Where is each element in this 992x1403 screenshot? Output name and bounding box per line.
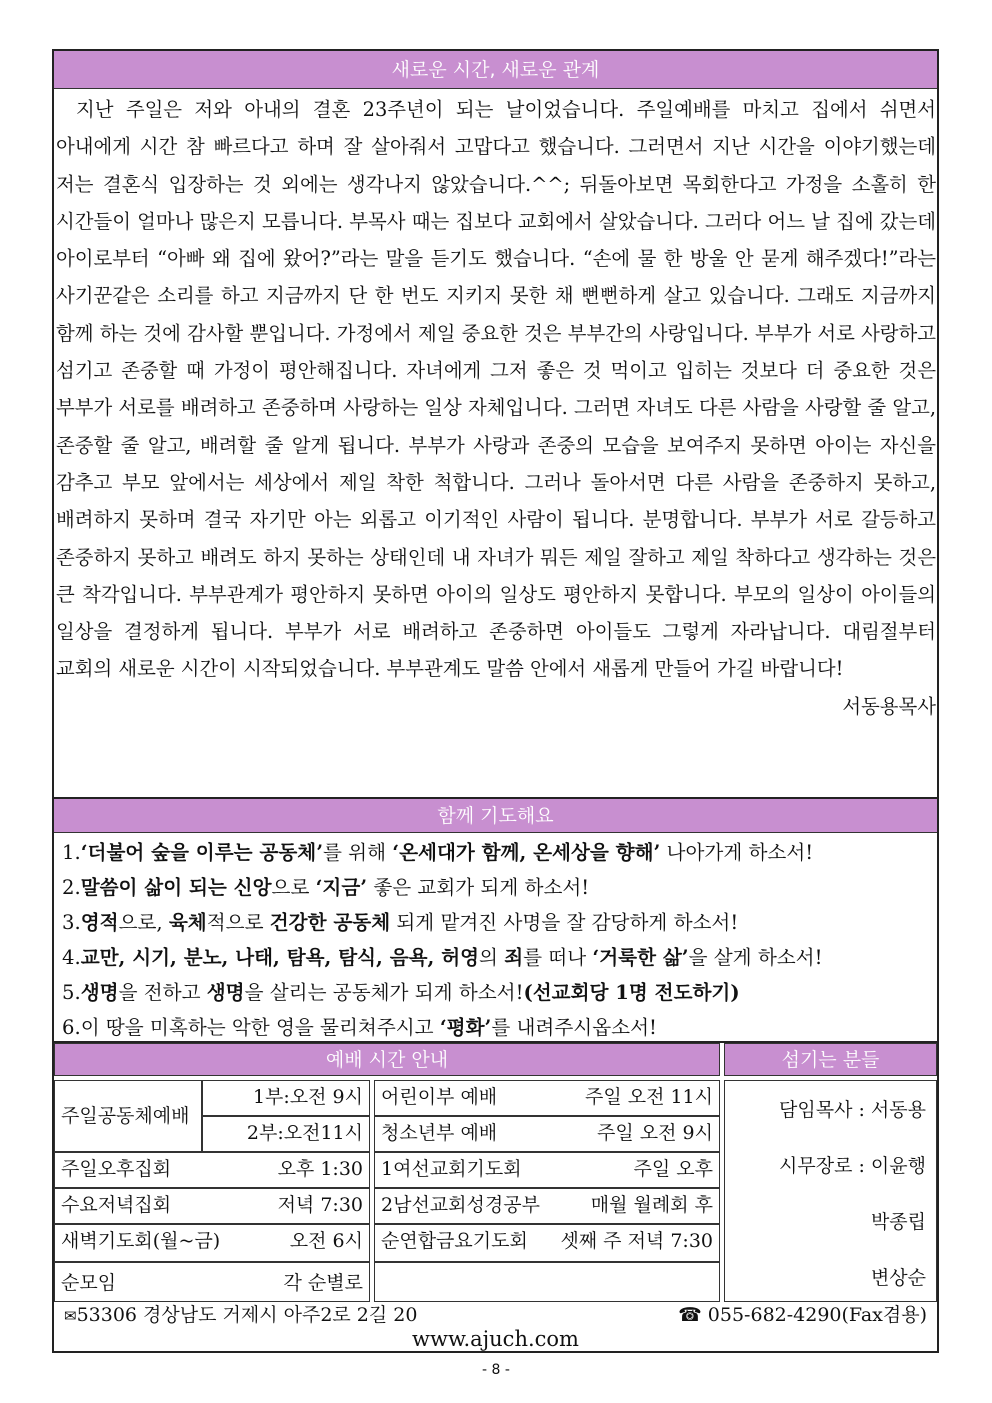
prayer-item-2: 2.말씀이 삶이 되는 신앙으로 ‘지금’ 좋은 교회가 되게 하소서! [62, 876, 590, 899]
staff-pastor: 담임목사 : 서동용 [779, 1099, 926, 1121]
empty-cell [374, 1262, 720, 1302]
prayer-item-1: 1.‘더불어 숲을 이루는 공동체’를 위해 ‘온세대가 함께, 온세상을 향해’ 나아가게 하소서! [62, 841, 814, 864]
article-signature: 서동용목사 [842, 694, 936, 718]
article-title: 새로운 시간, 새로운 관계 [54, 51, 937, 89]
sunday-service-1: 1부:오전 9시 [202, 1080, 370, 1116]
phone-icon: ☎ [678, 1304, 702, 1326]
prayer-title: 함께 기도해요 [54, 799, 937, 833]
church-phone: ☎ 055-682-4290(Fax겸용) [678, 1304, 927, 1326]
cell-meeting: 순모임 각 순별로 [54, 1262, 370, 1302]
article-text: 지난 주일은 저와 아내의 결혼 23주년이 되는 날이었습니다. 주일예배를 마치고 집에서 쉬면서 아내에게 시간 참 빠르다고 하며 잘 살아줘서 고맙다고 했습니다. 그러면서 지난 시간을 이야기했는데 저는 결혼식 입장하는 것 외에는 생각나지 않았습니다.^^; 뒤돌아보면 목회한다고 가정을 소홀히 한 시간들이 얼마나 많은지 모릅니다. 부목사 때는 집보다 교회에서 살았습니다. 그러다 어느 날 집에 갔는데 아이로부터 “아빠 왜 집에 왔어?”라는 말을 듣기도 했습니다. “손에 물 한 방울 안 묻게 해주겠다!”라는 사기꾼같은 소리를 하고 지금까지 단 한 번도 지키지 못한 채 뻔뻔하게 살고 있습니다. 그래도 지금까지 함께 하는 것에 감사할 뿐입니다. 가정에서 제일 중요한 것은 부부간의 사랑입니다. 부부가 서로 사랑하고 섬기고 존중할 때 가정이 평안해집니다. 자녀에게 그저 좋은 것 먹이고 입히는 것보다 더 중요한 것은 부부가 서로를 배려하고 존중하며 사랑하는 일상 자체입니다. 그러면 자녀도 다른 사람을 사랑할 줄 알고, 존중할 줄 알고, 배려할 줄 알게 됩니다. 부부가 사랑과 존중의 모습을 보여주지 못하면 아이는 자신을 감추고 부모 앞에서는 세상에서 제일 착한 척합니다. 그러나 돌아서면 다른 사람을 존중하지 못하고, 배려하지 못하며 결국 자기만 아는 외롭고 이기적인 사람이 됩니다. 분명합니다. 부부가 서로 갈등하고 존중하지 못하고 배려도 하지 못하는 상태인데 내 자녀가 뭐든 제일 잘하고 제일 착하다고 생각하는 것은 큰 착각입니다. 부부관계가 평안하지 못하면 아이의 일상도 평안하지 못합니다. 부모의 일상이 아이들의 일상을 결정하게 됩니다. 부부가 서로 배려하고 존중하면 아이들도 그렇게 자라납니다. 대림절부터 교회의 새로운 시간이 시작되었습니다. 부부관계도 말씀 안에서 새롭게 만들어 가길 바랍니다! [56, 98, 936, 681]
dawn-prayer: 새벽기도회(월~금) 오전 6시 [54, 1224, 370, 1262]
staff-elder: 시무장로 : 이윤행 [779, 1155, 926, 1177]
staff-list [724, 1080, 937, 1302]
men-bible-study: 2남선교회성경공부 매월 월례회 후 [374, 1188, 720, 1224]
bulletin-page [52, 49, 939, 1353]
sunday-service-label: 주일공동체예배 [54, 1080, 202, 1152]
page-number: - 8 - [482, 1362, 510, 1378]
mail-icon: ✉ [64, 1307, 77, 1325]
afternoon-service: 주일오후집회 오후 1:30 [54, 1152, 370, 1188]
prayer-item-5: 5.생명을 전하고 생명을 살리는 공동체가 되게 하소서!(선교회당 1명 전도하기) [62, 981, 740, 1004]
youth-service: 청소년부 예배 주일 오전 9시 [374, 1116, 720, 1152]
wednesday-service: 수요저녁집회 저녁 7:30 [54, 1188, 370, 1224]
article-body [56, 91, 936, 725]
prayer-item-6: 6.이 땅을 미혹하는 악한 영을 물리쳐주시고 ‘평화’를 내려주시옵소서! [62, 1016, 657, 1039]
staff-member: 박종립 [870, 1211, 926, 1233]
schedule-title: 예배 시간 안내 [54, 1043, 720, 1076]
prayer-item-3: 3.영적으로, 육체적으로 건강한 공동체 되게 맡겨진 사명을 잘 감당하게 하소서! [62, 911, 739, 934]
staff-title: 섬기는 분들 [724, 1043, 937, 1076]
prayer-list [62, 835, 932, 1045]
kids-service: 어린이부 예배 주일 오전 11시 [374, 1080, 720, 1116]
staff-member: 변상순 [870, 1267, 926, 1289]
church-address: ✉53306 경상남도 거제시 아주2로 2길 20 [64, 1304, 418, 1326]
church-website[interactable]: www.ajuch.com [412, 1327, 579, 1351]
sunday-service-2: 2부:오전11시 [202, 1116, 370, 1152]
union-prayer: 순연합금요기도회 셋째 주 저녁 7:30 [374, 1224, 720, 1262]
women-prayer: 1여선교회기도회 주일 오후 [374, 1152, 720, 1188]
prayer-item-4: 4.교만, 시기, 분노, 나태, 탐욕, 탐식, 음욕, 허영의 죄를 떠나 ‘거룩한 삶’을 살게 하소서! [62, 946, 823, 969]
